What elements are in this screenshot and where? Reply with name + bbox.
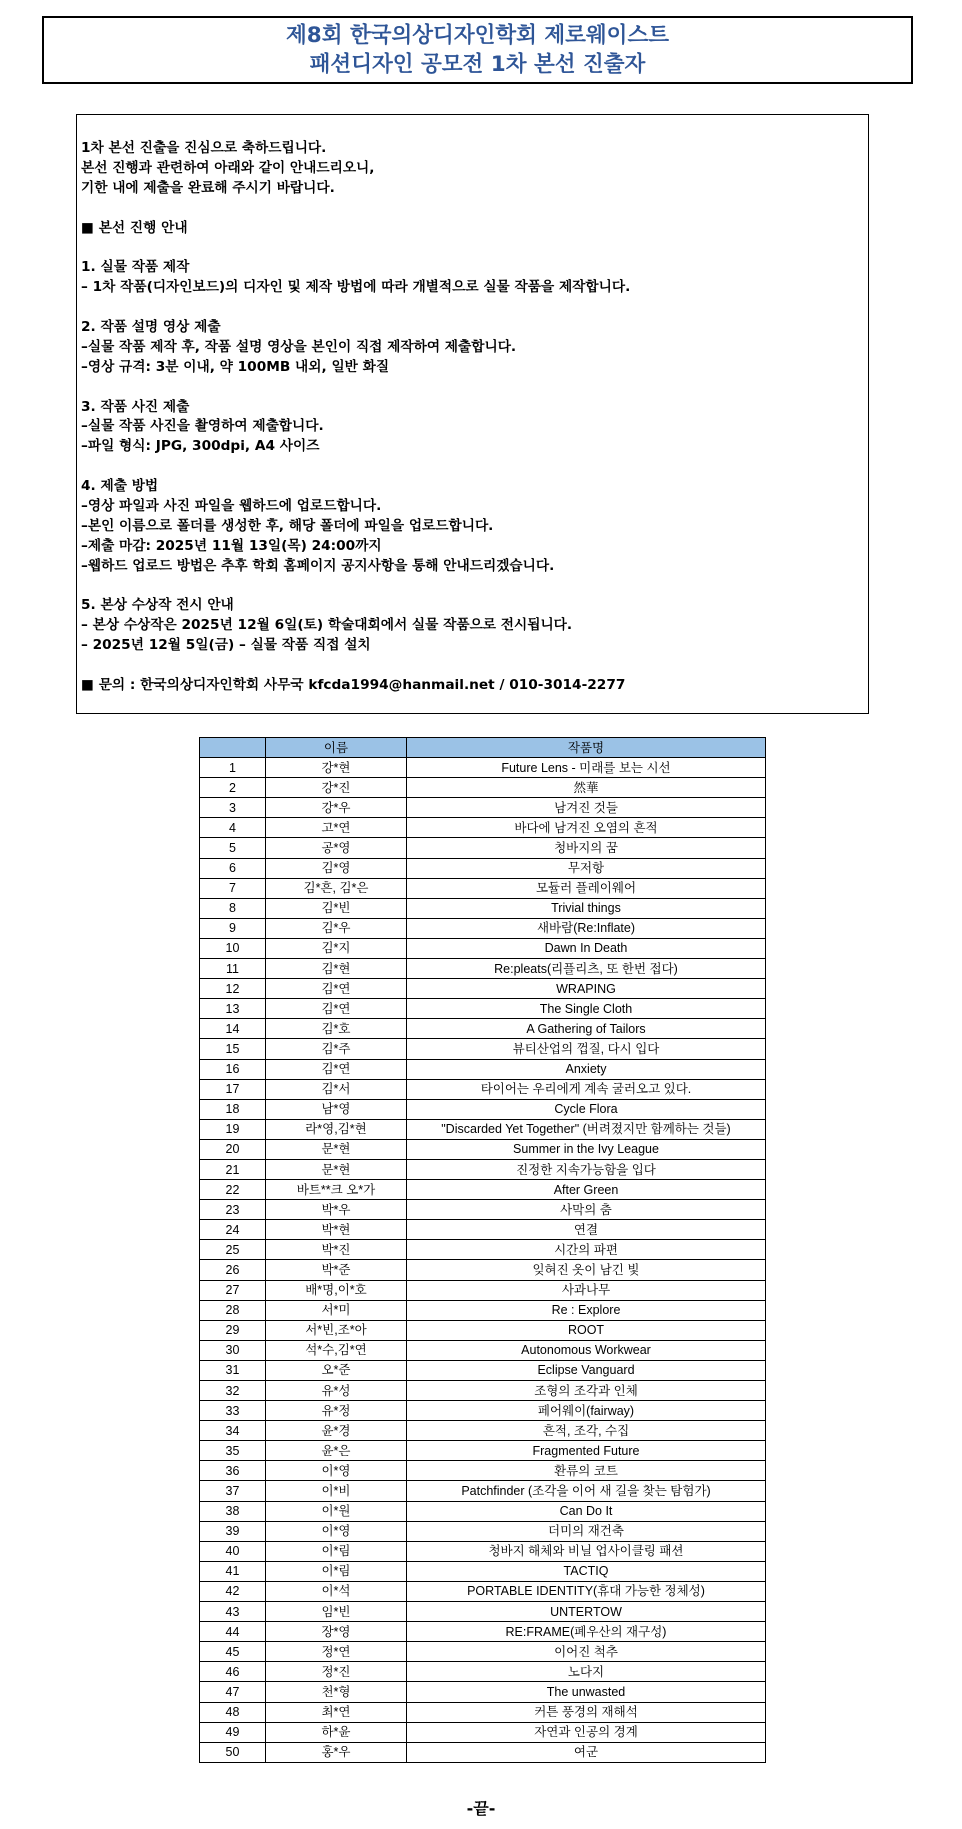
table-row — [200, 758, 766, 778]
participant-name: 공*영 — [266, 838, 407, 858]
notice-line: ■ 본선 진행 안내 — [81, 219, 188, 236]
row-number: 17 — [200, 1079, 266, 1099]
row-number: 44 — [200, 1622, 266, 1642]
work-title: 흔적, 조각, 수집 — [407, 1421, 766, 1441]
notice-line: 1. 실물 작품 제작 — [81, 259, 190, 276]
row-number: 15 — [200, 1039, 266, 1059]
row-number: 10 — [200, 938, 266, 958]
work-title: 노다지 — [407, 1662, 766, 1682]
work-title: 사막의 춤 — [407, 1200, 766, 1220]
participant-name: 김*연 — [266, 1059, 407, 1079]
row-number: 8 — [200, 898, 266, 918]
participant-name: 김*흔, 김*은 — [266, 878, 407, 898]
row-number: 13 — [200, 999, 266, 1019]
notice-spacer — [81, 378, 868, 398]
work-title: 조형의 조각과 인체 — [407, 1381, 766, 1401]
row-number: 34 — [200, 1421, 266, 1441]
participant-name: 라*영,김*현 — [266, 1119, 407, 1139]
table-row — [200, 838, 766, 858]
row-number: 28 — [200, 1300, 266, 1320]
work-title: ROOT — [407, 1320, 766, 1340]
participant-name: 이*비 — [266, 1481, 407, 1501]
notice-line: –제출 마감: 2025년 11월 13일(목) 24:00까지 — [81, 537, 382, 554]
work-title: 뷰티산업의 껍질, 다시 입다 — [407, 1039, 766, 1059]
participant-name: 강*우 — [266, 798, 407, 818]
participant-name: 서*빈,조*아 — [266, 1320, 407, 1340]
participant-name: 윤*경 — [266, 1421, 407, 1441]
table-row — [200, 1180, 766, 1200]
title-line-1: 제8회 한국의상디자인학회 제로웨이스트 — [285, 23, 669, 48]
participant-name: 정*연 — [266, 1642, 407, 1662]
participant-name: 박*진 — [266, 1240, 407, 1260]
notice-line: –실물 작품 제작 후, 작품 설명 영상을 본인이 직접 제작하여 제출합니다. — [81, 338, 517, 355]
row-number: 38 — [200, 1501, 266, 1521]
table-row — [200, 1501, 766, 1521]
participant-name: 장*영 — [266, 1622, 407, 1642]
table-row — [200, 1079, 766, 1099]
table-row — [200, 1702, 766, 1722]
row-number: 16 — [200, 1059, 266, 1079]
table-row — [200, 1622, 766, 1642]
table-row — [200, 1139, 766, 1159]
row-number: 14 — [200, 1019, 266, 1039]
participant-name: 김*현 — [266, 959, 407, 979]
participant-name: 김*서 — [266, 1079, 407, 1099]
table-row — [200, 1280, 766, 1300]
participant-name: 이*영 — [266, 1521, 407, 1541]
table-row — [200, 1662, 766, 1682]
work-title: 진정한 지속가능함을 입다 — [407, 1159, 766, 1179]
work-title: Trivial things — [407, 898, 766, 918]
table-row — [200, 1360, 766, 1380]
participant-name: 윤*은 — [266, 1441, 407, 1461]
table-row — [200, 938, 766, 958]
notice-line: –웹하드 업로드 방법은 추후 학회 홈페이지 공지사항을 통해 안내드리겠습니다. — [81, 557, 555, 574]
table-row — [200, 1602, 766, 1622]
work-title: Can Do It — [407, 1501, 766, 1521]
table-row — [200, 1642, 766, 1662]
row-number: 5 — [200, 838, 266, 858]
notice-line: – 1차 작품(디자인보드)의 디자인 및 제작 방법에 따라 개별적으로 실물 작품을 제작합니다. — [81, 279, 631, 296]
row-number: 4 — [200, 818, 266, 838]
end-mark: -끝- — [466, 1799, 496, 1818]
participant-name: 남*영 — [266, 1099, 407, 1119]
participant-name: 김*연 — [266, 979, 407, 999]
notice-spacer — [81, 656, 868, 676]
finalist-table — [199, 737, 766, 1763]
participant-name: 하*윤 — [266, 1722, 407, 1742]
notice-spacer — [81, 298, 868, 318]
row-number: 45 — [200, 1642, 266, 1662]
notice-line: 4. 제출 방법 — [81, 478, 159, 495]
participant-name: 김*호 — [266, 1019, 407, 1039]
notice-line: –영상 규격: 3분 이내, 약 100MB 내외, 일반 화질 — [81, 358, 390, 375]
table-row — [200, 1240, 766, 1260]
table-row — [200, 979, 766, 999]
table-header-row — [200, 738, 766, 758]
table-row — [200, 1581, 766, 1601]
table-row — [200, 1481, 766, 1501]
table-row — [200, 1300, 766, 1320]
participant-name: 이*림 — [266, 1561, 407, 1581]
notice-line: 기한 내에 제출을 완료해 주시기 바랍니다. — [81, 179, 335, 196]
row-number: 42 — [200, 1581, 266, 1601]
participant-name: 문*현 — [266, 1139, 407, 1159]
row-number: 40 — [200, 1541, 266, 1561]
table-row — [200, 1340, 766, 1360]
work-title: Eclipse Vanguard — [407, 1360, 766, 1380]
participant-name: 이*석 — [266, 1581, 407, 1601]
notice-spacer — [81, 577, 868, 597]
participant-name: 박*준 — [266, 1260, 407, 1280]
participant-name: 문*현 — [266, 1159, 407, 1179]
participant-name: 강*현 — [266, 758, 407, 778]
table-row — [200, 1059, 766, 1079]
work-title: 잊혀진 옷이 남긴 빛 — [407, 1260, 766, 1280]
participant-name: 정*진 — [266, 1662, 407, 1682]
notice-line: 1차 본선 진출을 진심으로 축하드립니다. — [81, 140, 327, 156]
participant-name: 김*빈 — [266, 898, 407, 918]
row-number: 29 — [200, 1320, 266, 1340]
work-title: 사과나무 — [407, 1280, 766, 1300]
work-title: 타이어는 우리에게 계속 굴러오고 있다. — [407, 1079, 766, 1099]
table-row — [200, 959, 766, 979]
table-row — [200, 1119, 766, 1139]
participant-name: 강*진 — [266, 778, 407, 798]
table-row — [200, 858, 766, 878]
participant-name: 천*형 — [266, 1682, 407, 1702]
participant-name: 임*빈 — [266, 1602, 407, 1622]
table-row — [200, 1561, 766, 1581]
notice-spacer — [81, 199, 868, 219]
row-number: 6 — [200, 858, 266, 878]
work-title: 새바람(Re:Inflate) — [407, 918, 766, 938]
header-work-title: 작품명 — [407, 738, 766, 758]
row-number: 7 — [200, 878, 266, 898]
work-title: "Discarded Yet Together" (버려졌지만 함께하는 것들) — [407, 1119, 766, 1139]
work-title: Future Lens - 미래를 보는 시선 — [407, 758, 766, 778]
participant-name: 이*원 — [266, 1501, 407, 1521]
participant-name: 유*성 — [266, 1381, 407, 1401]
work-title: Re:pleats(리플리츠, 또 한번 접다) — [407, 959, 766, 979]
row-number: 3 — [200, 798, 266, 818]
table-row — [200, 1682, 766, 1702]
participant-name: 석*수,김*연 — [266, 1340, 407, 1360]
row-number: 50 — [200, 1742, 266, 1762]
table-row — [200, 1722, 766, 1742]
document-title — [42, 16, 913, 84]
title-line-2: 패션디자인 공모전 1차 본선 진출자 — [309, 52, 646, 77]
notice-line: –영상 파일과 사진 파일을 웹하드에 업로드합니다. — [81, 498, 382, 515]
work-title: 남겨진 것들 — [407, 798, 766, 818]
row-number: 19 — [200, 1119, 266, 1139]
notice-spacer — [81, 238, 868, 258]
row-number: 41 — [200, 1561, 266, 1581]
work-title: 무저항 — [407, 858, 766, 878]
work-title: Patchfinder (조각을 이어 새 길을 찾는 탐험가) — [407, 1481, 766, 1501]
table-row — [200, 1200, 766, 1220]
work-title: 커튼 풍경의 재해석 — [407, 1702, 766, 1722]
participant-name: 최*연 — [266, 1702, 407, 1722]
table-row — [200, 818, 766, 838]
table-row — [200, 798, 766, 818]
row-number: 20 — [200, 1139, 266, 1159]
table-row — [200, 999, 766, 1019]
work-title: The unwasted — [407, 1682, 766, 1702]
participant-name: 고*연 — [266, 818, 407, 838]
participant-name: 박*우 — [266, 1200, 407, 1220]
work-title: Anxiety — [407, 1059, 766, 1079]
row-number: 9 — [200, 918, 266, 938]
row-number: 1 — [200, 758, 266, 778]
participant-name: 이*림 — [266, 1541, 407, 1561]
table-row — [200, 1441, 766, 1461]
row-number: 18 — [200, 1099, 266, 1119]
row-number: 48 — [200, 1702, 266, 1722]
work-title: After Green — [407, 1180, 766, 1200]
table-row — [200, 918, 766, 938]
work-title: 청바지 해체와 비닐 업사이클링 패션 — [407, 1541, 766, 1561]
work-title: 청바지의 꿈 — [407, 838, 766, 858]
work-title: 여군 — [407, 1742, 766, 1762]
work-title: Fragmented Future — [407, 1441, 766, 1461]
header-number — [200, 738, 266, 758]
notice-line: 본선 진행과 관련하여 아래와 같이 안내드리오니, — [81, 159, 375, 176]
work-title: 모듈러 플레이웨어 — [407, 878, 766, 898]
row-number: 11 — [200, 959, 266, 979]
table-row — [200, 1401, 766, 1421]
participant-name: 김*주 — [266, 1039, 407, 1059]
row-number: 31 — [200, 1360, 266, 1380]
participant-name: 이*영 — [266, 1461, 407, 1481]
work-title: PORTABLE IDENTITY(휴대 가능한 정체성) — [407, 1581, 766, 1601]
row-number: 39 — [200, 1521, 266, 1541]
notice-box — [76, 114, 869, 714]
table-row — [200, 1421, 766, 1441]
participant-name: 유*정 — [266, 1401, 407, 1421]
row-number: 46 — [200, 1662, 266, 1682]
work-title: UNTERTOW — [407, 1602, 766, 1622]
work-title: Summer in the Ivy League — [407, 1139, 766, 1159]
row-number: 26 — [200, 1260, 266, 1280]
row-number: 30 — [200, 1340, 266, 1360]
notice-line: 2. 작품 설명 영상 제출 — [81, 319, 221, 336]
table-row — [200, 1320, 766, 1340]
row-number: 2 — [200, 778, 266, 798]
row-number: 35 — [200, 1441, 266, 1461]
table-row — [200, 1521, 766, 1541]
work-title: 이어진 척추 — [407, 1642, 766, 1662]
table-row — [200, 778, 766, 798]
row-number: 43 — [200, 1602, 266, 1622]
work-title: 시간의 파편 — [407, 1240, 766, 1260]
row-number: 47 — [200, 1682, 266, 1702]
work-title: 환류의 코트 — [407, 1461, 766, 1481]
row-number: 25 — [200, 1240, 266, 1260]
participant-name: 바트**크 오*가 — [266, 1180, 407, 1200]
row-number: 12 — [200, 979, 266, 999]
row-number: 37 — [200, 1481, 266, 1501]
row-number: 21 — [200, 1159, 266, 1179]
work-title: 연결 — [407, 1220, 766, 1240]
notice-line: 5. 본상 수상작 전시 안내 — [81, 597, 234, 614]
table-row — [200, 1220, 766, 1240]
work-title: 더미의 재건축 — [407, 1521, 766, 1541]
row-number: 27 — [200, 1280, 266, 1300]
work-title: WRAPING — [407, 979, 766, 999]
notice-line: ■ 문의 : 한국의상디자인학회 사무국 kfcda1994@hanmail.net / 010-3014-2277 — [81, 677, 626, 694]
participant-name: 김*우 — [266, 918, 407, 938]
work-title: Autonomous Workwear — [407, 1340, 766, 1360]
notice-line: –실물 작품 사진을 촬영하여 제출합니다. — [81, 418, 324, 435]
table-row — [200, 1742, 766, 1762]
table-row — [200, 1381, 766, 1401]
row-number: 33 — [200, 1401, 266, 1421]
participant-name: 오*준 — [266, 1360, 407, 1380]
work-title: 바다에 남겨진 오염의 흔적 — [407, 818, 766, 838]
work-title: The Single Cloth — [407, 999, 766, 1019]
participant-name: 박*현 — [266, 1220, 407, 1240]
participant-name: 배*명,이*호 — [266, 1280, 407, 1300]
participant-name: 김*영 — [266, 858, 407, 878]
row-number: 22 — [200, 1180, 266, 1200]
header-name: 이름 — [266, 738, 407, 758]
notice-line: –본인 이름으로 폴더를 생성한 후, 해당 폴더에 파일을 업로드합니다. — [81, 517, 494, 534]
work-title: RE:FRAME(폐우산의 재구성) — [407, 1622, 766, 1642]
table-row — [200, 1260, 766, 1280]
notice-line: 3. 작품 사진 제출 — [81, 398, 190, 415]
work-title: 然華 — [407, 778, 766, 798]
work-title: A Gathering of Tailors — [407, 1019, 766, 1039]
work-title: 자연과 인공의 경계 — [407, 1722, 766, 1742]
work-title: 페어웨이(fairway) — [407, 1401, 766, 1421]
work-title: Dawn In Death — [407, 938, 766, 958]
participant-name: 김*지 — [266, 938, 407, 958]
participant-name: 서*미 — [266, 1300, 407, 1320]
notice-line: – 2025년 12월 5일(금) – 실물 작품 직접 설치 — [81, 637, 371, 654]
notice-line: – 본상 수상작은 2025년 12월 6일(토) 학술대회에서 실물 작품으로 전시됩니다. — [81, 617, 573, 634]
work-title: TACTIQ — [407, 1561, 766, 1581]
table-row — [200, 1099, 766, 1119]
notice-spacer — [81, 457, 868, 477]
row-number: 36 — [200, 1461, 266, 1481]
table-row — [200, 1541, 766, 1561]
work-title: Re : Explore — [407, 1300, 766, 1320]
participant-name: 김*연 — [266, 999, 407, 1019]
row-number: 23 — [200, 1200, 266, 1220]
table-row — [200, 1019, 766, 1039]
work-title: Cycle Flora — [407, 1099, 766, 1119]
table-row — [200, 1039, 766, 1059]
row-number: 32 — [200, 1381, 266, 1401]
table-row — [200, 1461, 766, 1481]
table-row — [200, 878, 766, 898]
participant-name: 홍*우 — [266, 1742, 407, 1762]
table-row — [200, 898, 766, 918]
row-number: 24 — [200, 1220, 266, 1240]
row-number: 49 — [200, 1722, 266, 1742]
table-row — [200, 1159, 766, 1179]
notice-line: –파일 형식: JPG, 300dpi, A4 사이즈 — [81, 438, 320, 455]
